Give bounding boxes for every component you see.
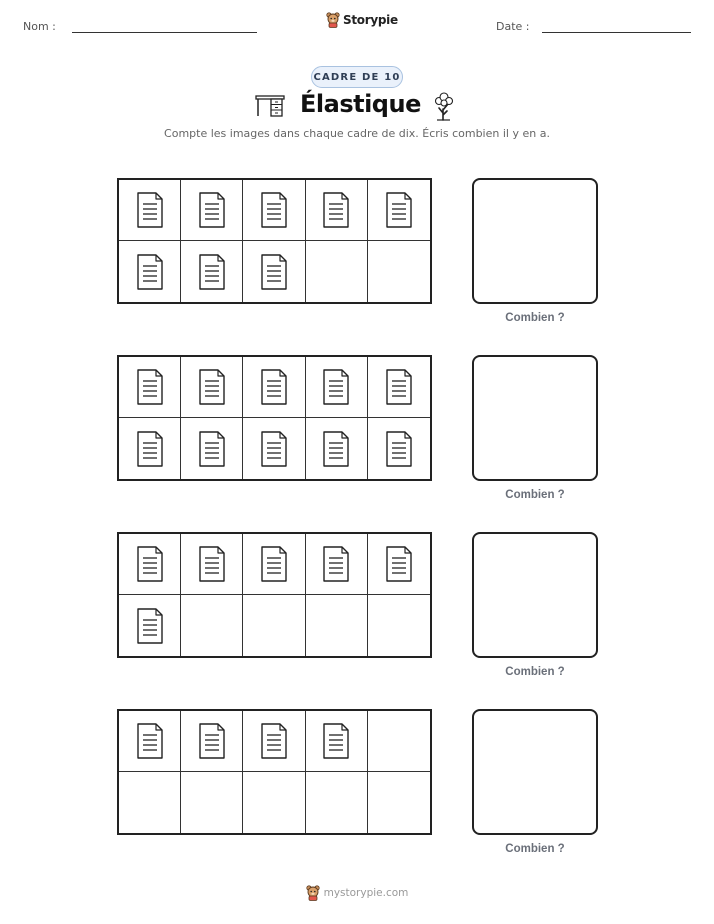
ten-frame-1 — [117, 178, 432, 304]
document-icon — [197, 191, 227, 229]
frame-cell — [243, 418, 305, 479]
frame-cell — [119, 357, 181, 418]
answer-label-3: Combien ? — [505, 666, 565, 678]
tree-icon — [433, 91, 455, 121]
frame-cell — [119, 711, 181, 772]
frame-cell — [243, 180, 305, 241]
frame-cell — [368, 595, 430, 656]
document-icon — [197, 368, 227, 406]
frame-cell — [243, 772, 305, 833]
document-icon — [259, 722, 289, 760]
document-icon — [384, 191, 414, 229]
document-icon — [259, 191, 289, 229]
frame-cell — [306, 357, 368, 418]
document-icon — [259, 430, 289, 468]
frame-cell — [306, 711, 368, 772]
frame-cell — [306, 595, 368, 656]
frame-cell — [181, 241, 243, 302]
document-icon — [384, 545, 414, 583]
document-icon — [197, 430, 227, 468]
frame-cell — [119, 772, 181, 833]
frame-cell — [368, 357, 430, 418]
date-line[interactable] — [542, 32, 691, 33]
document-icon — [321, 722, 351, 760]
document-icon — [197, 545, 227, 583]
document-icon — [321, 430, 351, 468]
document-icon — [259, 253, 289, 291]
frame-cell — [368, 241, 430, 302]
instructions: Compte les images dans chaque cadre de dix. Écris combien il y en a. — [164, 127, 550, 140]
frame-cell — [119, 534, 181, 595]
frame-cell — [306, 418, 368, 479]
frame-cell — [181, 418, 243, 479]
frame-cell — [181, 357, 243, 418]
frame-cell — [181, 180, 243, 241]
document-icon — [259, 368, 289, 406]
topic-badge: CADRE DE 10 — [311, 66, 403, 88]
document-icon — [135, 253, 165, 291]
frame-cell — [368, 534, 430, 595]
frame-cell — [306, 241, 368, 302]
brand-name: Storypie — [343, 13, 398, 27]
document-icon — [321, 545, 351, 583]
frame-cell — [368, 711, 430, 772]
document-icon — [197, 722, 227, 760]
frame-cell — [306, 534, 368, 595]
frame-cell — [181, 711, 243, 772]
frame-cell — [119, 418, 181, 479]
document-icon — [321, 191, 351, 229]
frame-cell — [243, 711, 305, 772]
answer-box-3[interactable] — [472, 532, 598, 658]
worksheet-title: Élastique — [300, 90, 421, 118]
brand-logo — [326, 12, 398, 28]
document-icon — [135, 368, 165, 406]
document-icon — [135, 430, 165, 468]
answer-box-2[interactable] — [472, 355, 598, 481]
answer-box-1[interactable] — [472, 178, 598, 304]
document-icon — [259, 545, 289, 583]
frame-cell — [368, 772, 430, 833]
frame-cell — [119, 595, 181, 656]
document-icon — [135, 722, 165, 760]
answer-label-4: Combien ? — [505, 843, 565, 855]
ten-frame-4 — [117, 709, 432, 835]
desk-icon — [255, 94, 285, 118]
frame-cell — [368, 418, 430, 479]
document-icon — [135, 607, 165, 645]
frame-cell — [243, 357, 305, 418]
ten-frame-3 — [117, 532, 432, 658]
answer-label-1: Combien ? — [505, 312, 565, 324]
document-icon — [384, 368, 414, 406]
answer-label-2: Combien ? — [505, 489, 565, 501]
bear-mascot-icon — [306, 885, 320, 901]
name-line[interactable] — [72, 32, 257, 33]
ten-frame-2 — [117, 355, 432, 481]
frame-cell — [119, 180, 181, 241]
frame-cell — [181, 534, 243, 595]
frame-cell — [119, 241, 181, 302]
document-icon — [321, 368, 351, 406]
name-label: Nom : — [23, 20, 56, 33]
frame-cell — [181, 595, 243, 656]
date-label: Date : — [496, 20, 530, 33]
frame-cell — [243, 534, 305, 595]
footer — [0, 885, 714, 901]
document-icon — [135, 191, 165, 229]
document-icon — [384, 430, 414, 468]
frame-cell — [306, 772, 368, 833]
frame-cell — [306, 180, 368, 241]
document-icon — [197, 253, 227, 291]
frame-cell — [368, 180, 430, 241]
document-icon — [135, 545, 165, 583]
answer-box-4[interactable] — [472, 709, 598, 835]
frame-cell — [243, 241, 305, 302]
footer-url: mystorypie.com — [323, 887, 409, 899]
frame-cell — [181, 772, 243, 833]
frame-cell — [243, 595, 305, 656]
bear-mascot-icon — [326, 12, 340, 28]
